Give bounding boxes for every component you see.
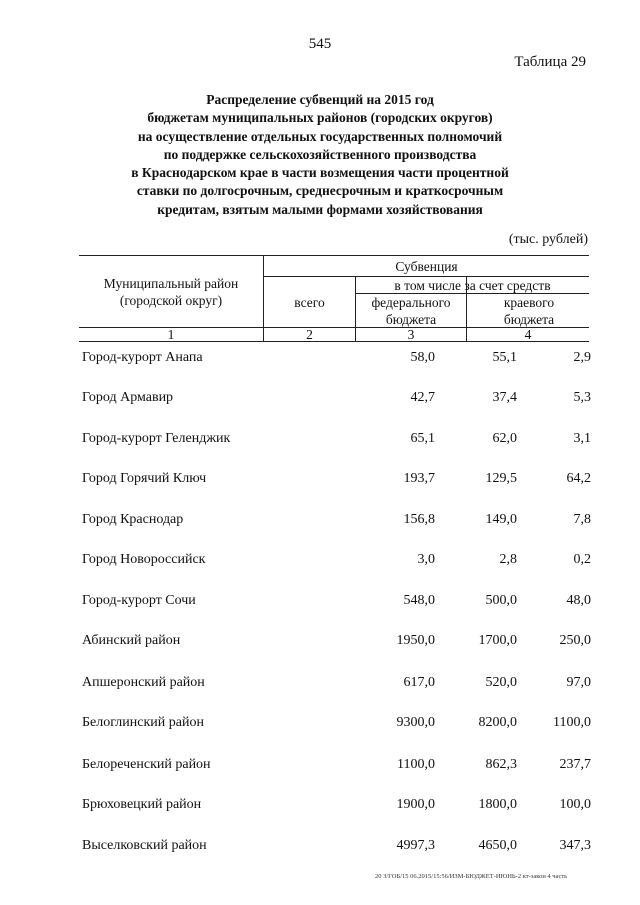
row-federal: 1700,0 [478,633,517,648]
header-regional: краевого бюджета [503,294,555,327]
table-row [79,675,599,695]
table-row [79,350,599,370]
row-regional: 7,8 [573,512,591,527]
row-federal: 2,8 [499,552,517,567]
table-row [79,797,599,817]
row-municipality: Город Краснодар [82,512,184,527]
row-federal: 129,5 [485,471,517,486]
header-federal: федерального бюджета [371,294,451,327]
row-regional: 48,0 [566,593,591,608]
table-row [79,471,599,491]
table-row [79,431,599,451]
table-title [90,91,550,219]
table-row [79,757,599,777]
row-total: 9300,0 [396,715,435,730]
title-line: кредитам, взятым малыми формами хозяйствования [157,201,483,217]
row-total: 1900,0 [396,797,435,812]
header-total: всего [294,294,325,310]
row-regional: 347,3 [559,838,591,853]
row-municipality: Город Горячий Ключ [82,471,207,486]
row-federal: 1800,0 [478,797,517,812]
header-colnum-1: 1 [167,326,175,342]
row-federal: 500,0 [485,593,517,608]
row-federal: 62,0 [492,431,517,446]
table-label: Таблица 29 [514,54,586,70]
table-row [79,390,599,410]
row-municipality: Город Армавир [82,390,174,405]
header-including: в том числе за счет средств [394,277,551,293]
title-line: бюджетам муниципальных районов (городских округов) [147,110,493,126]
row-total: 3,0 [417,552,435,567]
title-line: в Краснодарском крае в части возмещения части процентной [131,165,509,181]
table-row [79,838,599,858]
header-municipality: Муниципальный район (городской округ) [103,275,239,308]
units-label: (тыс. рублей) [508,232,588,247]
row-municipality: Белореченский район [82,757,211,772]
row-regional: 1100,0 [553,715,591,730]
title-line: по поддержке сельскохозяйственного производства [163,146,477,162]
row-total: 58,0 [410,350,435,365]
row-total: 156,8 [403,512,435,527]
table-row [79,512,599,532]
row-total: 193,7 [403,471,435,486]
table-row [79,552,599,572]
row-municipality: Абинский район [82,633,181,648]
table-row [79,633,599,653]
row-total: 1950,0 [396,633,435,648]
row-municipality: Город-курорт Сочи [82,593,196,608]
row-municipality: Апшеронский район [82,675,205,690]
row-total: 42,7 [410,390,435,405]
row-federal: 55,1 [492,350,517,365]
header-colnum-3: 3 [407,326,415,342]
row-regional: 3,1 [573,431,591,446]
row-total: 4997,3 [396,838,435,853]
row-regional: 97,0 [566,675,591,690]
row-municipality: Город-курорт Геленджик [82,431,231,446]
title-line: Распределение субвенций на 2015 год [206,92,434,107]
row-regional: 237,7 [559,757,591,772]
row-regional: 100,0 [559,797,591,812]
header-colnum-2: 2 [306,326,313,342]
row-federal: 4650,0 [478,838,517,853]
row-municipality: Брюховецкий район [82,797,202,812]
table-header [79,255,589,342]
row-federal: 862,3 [485,757,517,772]
row-municipality: Белоглинский район [82,715,204,730]
header-colnum-4: 4 [524,326,532,342]
row-regional: 64,2 [566,471,591,486]
row-municipality: Выселковский район [82,838,207,853]
row-total: 1100,0 [397,757,435,772]
table-row [79,715,599,735]
row-total: 617,0 [403,675,435,690]
row-regional: 2,9 [573,350,591,365]
table-row [79,593,599,613]
row-federal: 149,0 [485,512,517,527]
row-regional: 0,2 [573,552,591,567]
row-federal: 8200,0 [478,715,517,730]
header-subvention: Субвенция [395,258,458,274]
row-federal: 520,0 [485,675,517,690]
title-line: ставки по долгосрочным, среднесрочным и краткосрочным [136,183,504,199]
title-line: на осуществление отдельных государственных полномочий [137,128,503,144]
row-regional: 5,3 [573,390,591,405]
document-footer: 20 З/ГОБ/15 06.2015/15:56/ИЗМ-БЮДЖЕТ-ИЮНЬ-2 кт-закон 4 часть [375,873,568,880]
page-number: 545 [308,36,332,52]
row-municipality: Город-курорт Анапа [82,350,203,365]
row-municipality: Город Новороссийск [82,552,206,567]
row-total: 548,0 [403,593,435,608]
row-federal: 37,4 [492,390,517,405]
row-regional: 250,0 [559,633,591,648]
row-total: 65,1 [410,431,435,446]
